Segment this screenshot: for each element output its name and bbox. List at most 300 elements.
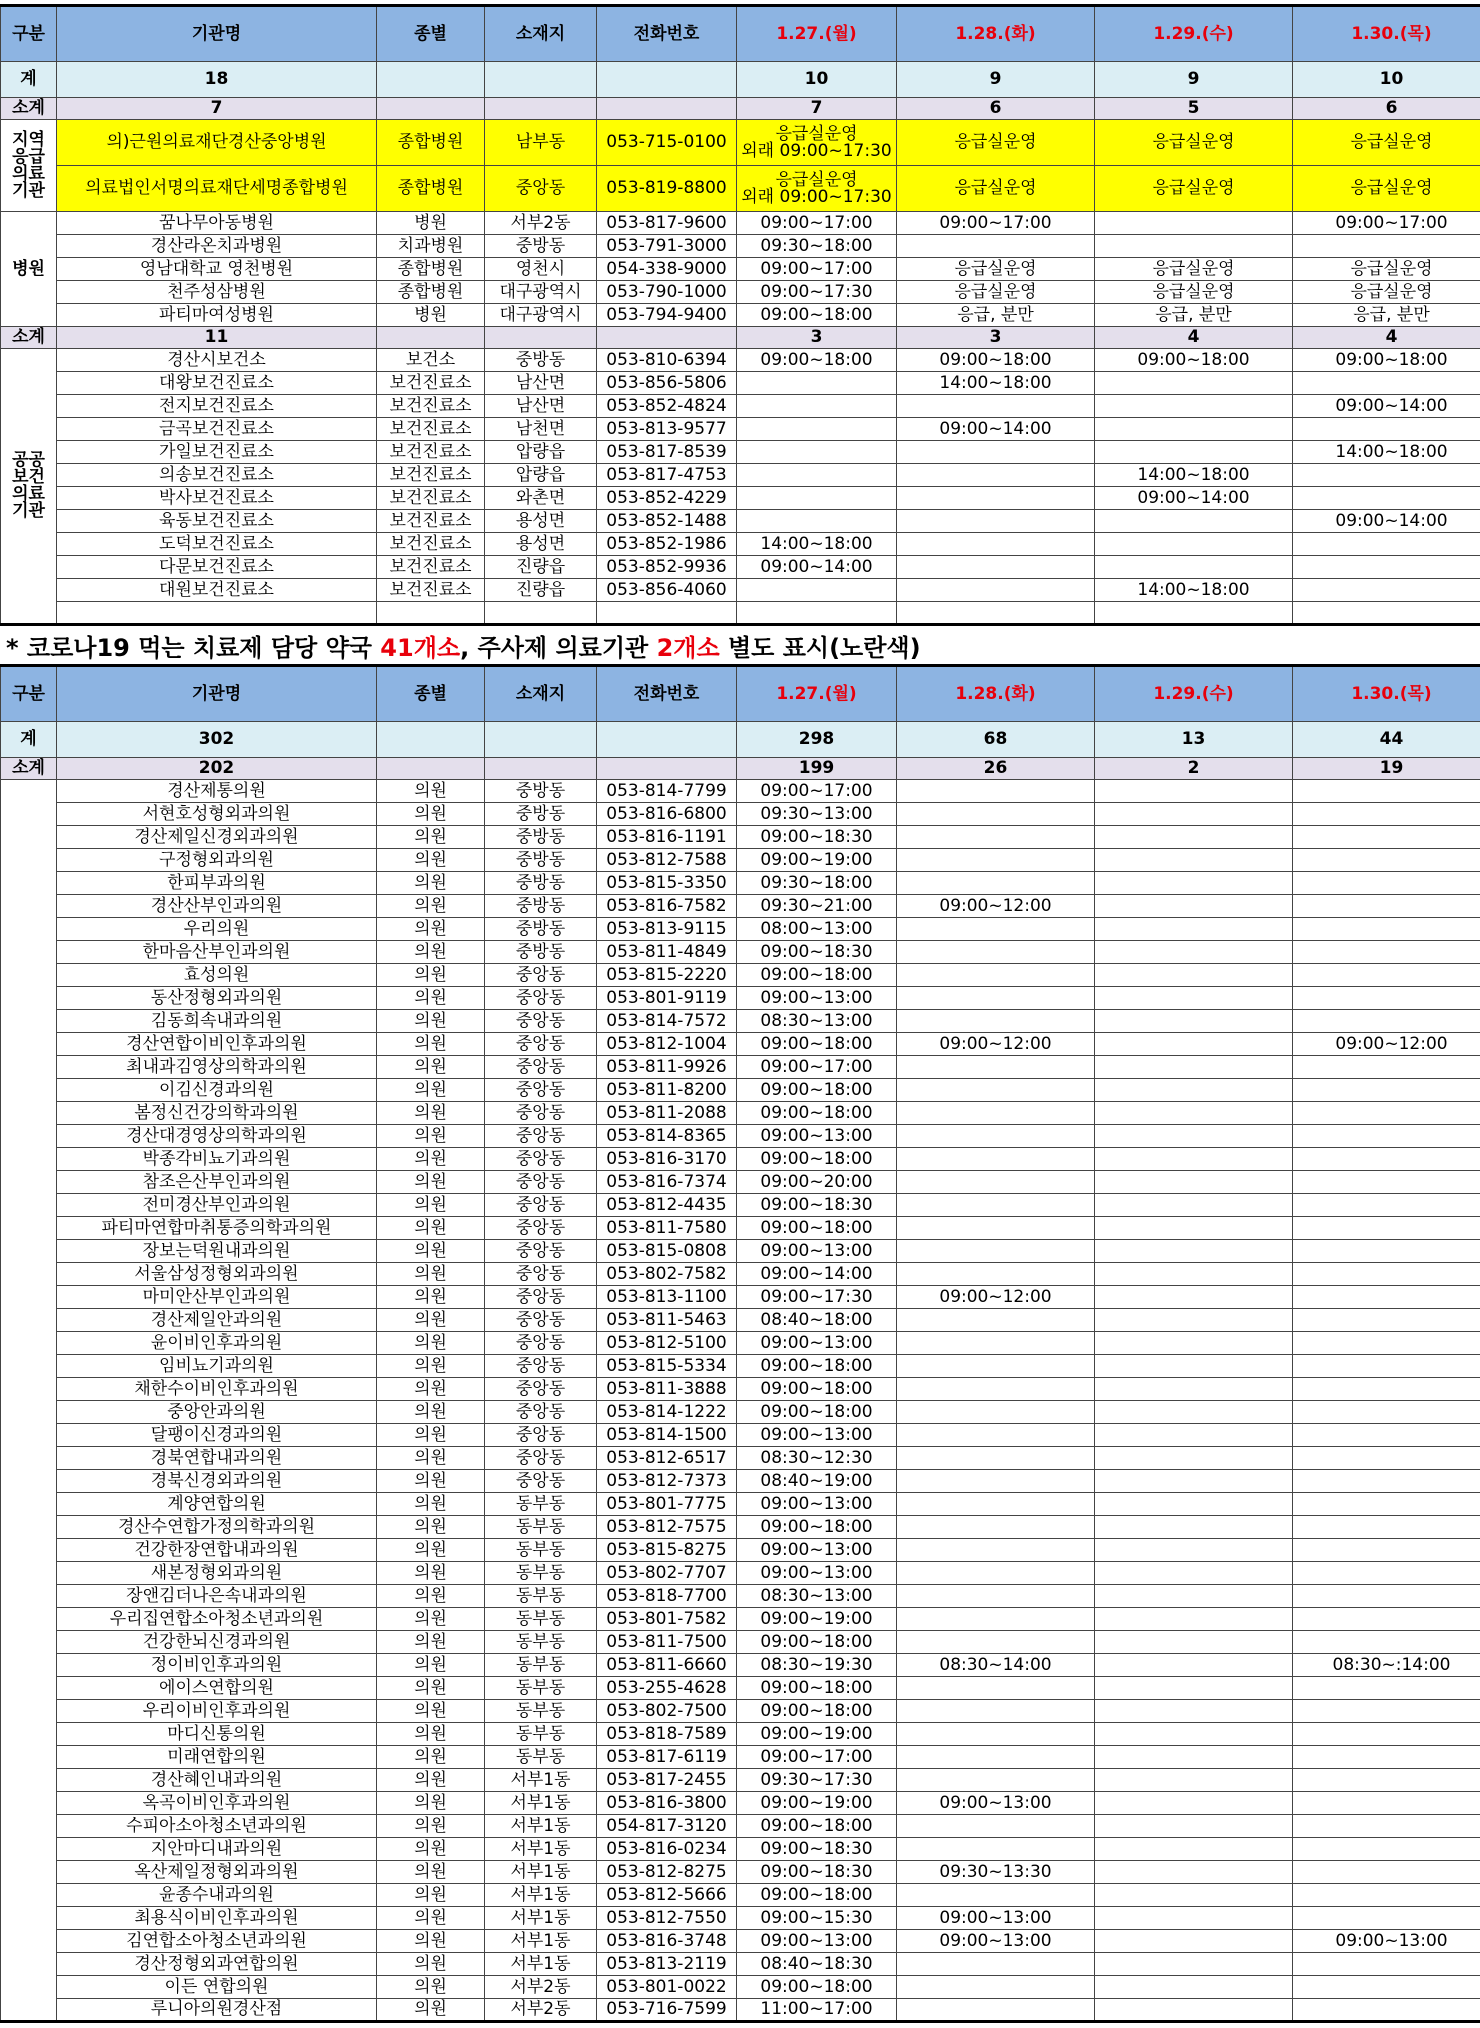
institution-type: 의원: [377, 1999, 485, 2022]
institution-type: 의원: [377, 918, 485, 941]
institution-name: 건강한장연합내과의원: [57, 1539, 377, 1562]
institution-location: 동부동: [485, 1562, 597, 1585]
empty-cell: [485, 98, 597, 120]
institution-phone: 053-816-1191: [597, 826, 737, 849]
table-row: [1, 1125, 1480, 1148]
hours-d4: [1293, 372, 1480, 395]
table-row: [1, 304, 1480, 327]
subtotal-row: [1, 758, 1480, 780]
institution-name: 대왕보건진료소: [57, 372, 377, 395]
table-row: [1, 579, 1480, 602]
hours-d2: [897, 1539, 1095, 1562]
hours-d3: [1095, 1861, 1293, 1884]
institution-type: 의원: [377, 1033, 485, 1056]
institution-location: 중앙동: [485, 964, 597, 987]
subtotal-row: [1, 327, 1480, 349]
institution-type: 의원: [377, 1654, 485, 1677]
institution-location: 서부1동: [485, 1907, 597, 1930]
institution-name: [57, 602, 377, 625]
hours-d3: [1095, 1723, 1293, 1746]
institution-type: [377, 602, 485, 625]
header-name: 기관명: [57, 6, 377, 62]
hours-d2: 09:00~12:00: [897, 895, 1095, 918]
institution-phone: [597, 602, 737, 625]
header-date: 1.28.(화): [897, 6, 1095, 62]
hours-d1: [737, 487, 897, 510]
hours-d2: [897, 1608, 1095, 1631]
hours-d3: [1095, 1470, 1293, 1493]
hours-d3: [1095, 1907, 1293, 1930]
hours-d4: 09:00~14:00: [1293, 510, 1480, 533]
institution-phone: 053-810-6394: [597, 349, 737, 372]
table-row: [1, 1309, 1480, 1332]
hours-d2: [897, 395, 1095, 418]
hours-d3: [1095, 872, 1293, 895]
institution-phone: 053-816-6800: [597, 803, 737, 826]
hours-d1: [737, 602, 897, 625]
hours-d4: [1293, 1815, 1480, 1838]
institution-location: 중앙동: [485, 1079, 597, 1102]
institution-phone: 053-801-7775: [597, 1493, 737, 1516]
hours-d1: 09:00~17:00: [737, 258, 897, 281]
hours-d1: 응급실운영 외래 09:00~17:30: [737, 120, 897, 166]
institution-name: 대원보건진료소: [57, 579, 377, 602]
table-row: [1, 1585, 1480, 1608]
institution-location: 서부2동: [485, 212, 597, 235]
institution-name: 경산정형외과연합의원: [57, 1953, 377, 1976]
institution-name: 건강한뇌신경과의원: [57, 1631, 377, 1654]
notice-clinic-count: 2개소: [656, 634, 720, 662]
hours-d4: [1293, 1171, 1480, 1194]
institution-phone: 053-715-0100: [597, 120, 737, 166]
hours-d3: [1095, 602, 1293, 625]
institution-name: 이김신경과의원: [57, 1079, 377, 1102]
total-row-day-count: 9: [1095, 62, 1293, 98]
hours-d1: 09:00~18:00: [737, 1033, 897, 1056]
hospitals-table: [0, 4, 1480, 626]
institution-type: 의원: [377, 1861, 485, 1884]
institution-name: 박사보건진료소: [57, 487, 377, 510]
table-row: [1, 1516, 1480, 1539]
hours-d4: 14:00~18:00: [1293, 441, 1480, 464]
hours-d1: 09:00~13:00: [737, 1332, 897, 1355]
institution-location: 중앙동: [485, 1309, 597, 1332]
hours-d2: [897, 556, 1095, 579]
hours-d3: [1095, 941, 1293, 964]
hours-d1: [737, 372, 897, 395]
institution-location: 중앙동: [485, 166, 597, 212]
hours-d4: [1293, 1401, 1480, 1424]
table-row: [1, 1769, 1480, 1792]
table-row: [1, 166, 1480, 212]
subtotal-row-count: 202: [57, 758, 377, 780]
institution-phone: 053-813-1100: [597, 1286, 737, 1309]
institution-location: 서부1동: [485, 1815, 597, 1838]
institution-type: 의원: [377, 1631, 485, 1654]
institution-phone: 053-856-4060: [597, 579, 737, 602]
table-row: [1, 1953, 1480, 1976]
institution-location: 중앙동: [485, 1263, 597, 1286]
table-row: [1, 987, 1480, 1010]
header-date: 1.27.(월): [737, 6, 897, 62]
hours-d1: 09:00~19:00: [737, 1792, 897, 1815]
subtotal-row-day-count: 7: [737, 98, 897, 120]
hours-d4: 09:00~17:00: [1293, 212, 1480, 235]
hours-d2: [897, 1079, 1095, 1102]
hours-d2: 09:00~12:00: [897, 1286, 1095, 1309]
subtotal-row: [1, 98, 1480, 120]
hours-d4: [1293, 1355, 1480, 1378]
institution-phone: 053-801-0022: [597, 1976, 737, 1999]
institution-name: 에이스연합의원: [57, 1677, 377, 1700]
header-category: 구분: [1, 6, 57, 62]
institution-phone: 053-812-5100: [597, 1332, 737, 1355]
empty-cell: [597, 98, 737, 120]
hours-d2: [897, 1424, 1095, 1447]
hours-d1: 14:00~18:00: [737, 533, 897, 556]
institution-name: 금곡보건진료소: [57, 418, 377, 441]
institution-type: 의원: [377, 1309, 485, 1332]
institution-phone: 053-814-7572: [597, 1010, 737, 1033]
table-row: [1, 1240, 1480, 1263]
category-label: 지역 응급 의료 기관: [1, 120, 57, 212]
hours-d2: [897, 1401, 1095, 1424]
table-row: [1, 1539, 1480, 1562]
hours-d3: [1095, 1424, 1293, 1447]
hours-d4: [1293, 1746, 1480, 1769]
institution-phone: 053-816-3748: [597, 1930, 737, 1953]
subtotal-row-day-count: 6: [897, 98, 1095, 120]
hours-d2: [897, 1700, 1095, 1723]
hours-d2: 09:00~13:00: [897, 1792, 1095, 1815]
institution-type: 종합병원: [377, 120, 485, 166]
hours-d3: [1095, 964, 1293, 987]
institution-phone: 053-813-2119: [597, 1953, 737, 1976]
hours-d1: 09:00~17:00: [737, 1746, 897, 1769]
table-row: [1, 1723, 1480, 1746]
institution-location: 동부동: [485, 1723, 597, 1746]
hours-d1: 09:00~18:00: [737, 1700, 897, 1723]
institution-type: 의원: [377, 1424, 485, 1447]
hours-d4: [1293, 849, 1480, 872]
hours-d4: [1293, 1332, 1480, 1355]
hours-d1: 08:30~19:30: [737, 1654, 897, 1677]
hours-d4: 08:30~:14:00: [1293, 1654, 1480, 1677]
hours-d2: [897, 987, 1095, 1010]
institution-type: 의원: [377, 803, 485, 826]
institution-type: 의원: [377, 1447, 485, 1470]
hours-d2: 08:30~14:00: [897, 1654, 1095, 1677]
hours-d1: 09:00~17:00: [737, 780, 897, 803]
table-row: [1, 258, 1480, 281]
hours-d3: [1095, 849, 1293, 872]
hours-d2: [897, 1102, 1095, 1125]
hours-d2: [897, 964, 1095, 987]
institution-location: 중방동: [485, 895, 597, 918]
table-row: [1, 1148, 1480, 1171]
institution-type: 의원: [377, 1976, 485, 1999]
total-row-label: 계: [1, 722, 57, 758]
institution-type: 종합병원: [377, 258, 485, 281]
hours-d2: [897, 803, 1095, 826]
hours-d1: 09:30~17:30: [737, 1769, 897, 1792]
institution-name: 경산대경영상의학과의원: [57, 1125, 377, 1148]
institution-location: 중방동: [485, 918, 597, 941]
institution-type: 의원: [377, 1907, 485, 1930]
hours-d3: [1095, 1539, 1293, 1562]
hours-d4: [1293, 464, 1480, 487]
hours-d4: [1293, 1585, 1480, 1608]
institution-type: 의원: [377, 780, 485, 803]
institution-name: 계양연합의원: [57, 1493, 377, 1516]
table-row: [1, 349, 1480, 372]
hours-d4: [1293, 1240, 1480, 1263]
hours-d3: [1095, 441, 1293, 464]
hours-d3: [1095, 510, 1293, 533]
hours-d2: [897, 1056, 1095, 1079]
table-row: [1, 803, 1480, 826]
institution-location: 대구광역시: [485, 304, 597, 327]
hours-d1: 응급실운영 외래 09:00~17:30: [737, 166, 897, 212]
hours-d2: [897, 1723, 1095, 1746]
subtotal-row-day-count: 3: [897, 327, 1095, 349]
institution-name: 임비뇨기과의원: [57, 1355, 377, 1378]
institution-name: 우리집연합소아청소년과의원: [57, 1608, 377, 1631]
hours-d1: 09:00~18:00: [737, 1102, 897, 1125]
institution-location: 와촌면: [485, 487, 597, 510]
institution-name: 이든 연합의원: [57, 1976, 377, 1999]
hours-d2: [897, 1769, 1095, 1792]
table-row: [1, 487, 1480, 510]
subtotal-row-label: 소계: [1, 327, 57, 349]
hours-d2: [897, 1815, 1095, 1838]
hours-d4: [1293, 1999, 1480, 2022]
hours-d1: 09:00~13:00: [737, 1493, 897, 1516]
hours-d1: 09:00~18:30: [737, 1838, 897, 1861]
hours-d1: 09:00~18:00: [737, 1884, 897, 1907]
institution-name: 김동희속내과의원: [57, 1010, 377, 1033]
hours-d3: [1095, 1171, 1293, 1194]
hours-d1: 08:40~18:30: [737, 1953, 897, 1976]
institution-phone: 053-790-1000: [597, 281, 737, 304]
hours-d1: 09:00~14:00: [737, 1263, 897, 1286]
hours-d2: [897, 1976, 1095, 1999]
institution-location: 압량읍: [485, 441, 597, 464]
institution-name: 전지보건진료소: [57, 395, 377, 418]
institution-phone: 053-802-7500: [597, 1700, 737, 1723]
hours-d4: [1293, 1539, 1480, 1562]
institution-name: 지안마디내과의원: [57, 1838, 377, 1861]
institution-phone: 053-801-9119: [597, 987, 737, 1010]
subtotal-row-label: 소계: [1, 98, 57, 120]
hours-d1: 09:00~14:00: [737, 556, 897, 579]
hours-d3: 응급실운영: [1095, 166, 1293, 212]
total-row-day-count: 68: [897, 722, 1095, 758]
institution-name: 미래연합의원: [57, 1746, 377, 1769]
hours-d4: [1293, 602, 1480, 625]
institution-location: 동부동: [485, 1539, 597, 1562]
institution-location: 압량읍: [485, 464, 597, 487]
header-date: 1.29.(수): [1095, 6, 1293, 62]
institution-type: 의원: [377, 1493, 485, 1516]
hours-d2: [897, 872, 1095, 895]
header-row: [1, 666, 1480, 722]
institution-location: 영천시: [485, 258, 597, 281]
hours-d4: [1293, 1562, 1480, 1585]
institution-type: 의원: [377, 1539, 485, 1562]
hours-d3: 09:00~18:00: [1095, 349, 1293, 372]
institution-name: 의송보건진료소: [57, 464, 377, 487]
institution-type: 의원: [377, 1217, 485, 1240]
treatment-notice: [6, 628, 921, 663]
hours-d3: [1095, 418, 1293, 441]
table-row: [1, 441, 1480, 464]
institution-phone: 053-818-7700: [597, 1585, 737, 1608]
institution-location: 중방동: [485, 941, 597, 964]
institution-phone: 053-794-9400: [597, 304, 737, 327]
hours-d1: 09:00~13:00: [737, 1240, 897, 1263]
header-type: 종별: [377, 6, 485, 62]
hours-d1: 09:00~15:30: [737, 1907, 897, 1930]
institution-location: 중앙동: [485, 1332, 597, 1355]
hours-d1: 09:00~18:00: [737, 1378, 897, 1401]
institution-type: 종합병원: [377, 166, 485, 212]
subtotal-row-day-count: 5: [1095, 98, 1293, 120]
hours-d4: [1293, 1723, 1480, 1746]
institution-phone: 053-815-2220: [597, 964, 737, 987]
hours-d2: 응급실운영: [897, 120, 1095, 166]
hours-d4: [1293, 1608, 1480, 1631]
institution-name: 다문보건진료소: [57, 556, 377, 579]
hours-d1: 09:00~17:30: [737, 1286, 897, 1309]
institution-name: 루니아의원경산점: [57, 1999, 377, 2022]
hours-d2: [897, 1470, 1095, 1493]
institution-name: 장앤김더나은속내과의원: [57, 1585, 377, 1608]
hours-d4: [1293, 1631, 1480, 1654]
institution-type: 의원: [377, 1355, 485, 1378]
hours-d2: 09:00~12:00: [897, 1033, 1095, 1056]
institution-phone: 053-852-1488: [597, 510, 737, 533]
institution-phone: 053-816-7582: [597, 895, 737, 918]
table-row: [1, 1378, 1480, 1401]
institution-type: 보건진료소: [377, 556, 485, 579]
hours-d1: 09:00~18:00: [737, 1079, 897, 1102]
institution-name: 동산정형외과의원: [57, 987, 377, 1010]
institution-phone: 053-255-4628: [597, 1677, 737, 1700]
institution-phone: 053-791-3000: [597, 235, 737, 258]
institution-name: 의료법인서명의료재단세명종합병원: [57, 166, 377, 212]
hours-d3: [1095, 1125, 1293, 1148]
hours-d3: [1095, 1884, 1293, 1907]
hours-d4: [1293, 1953, 1480, 1976]
hours-d1: 09:00~18:30: [737, 1194, 897, 1217]
institution-phone: 053-812-7373: [597, 1470, 737, 1493]
institution-name: 옥산제일정형외과의원: [57, 1861, 377, 1884]
institution-phone: 053-817-6119: [597, 1746, 737, 1769]
institution-phone: 053-811-9926: [597, 1056, 737, 1079]
hours-d2: [897, 1217, 1095, 1240]
hours-d4: 응급실운영: [1293, 258, 1480, 281]
hours-d3: [1095, 780, 1293, 803]
empty-cell: [377, 758, 485, 780]
hours-d3: [1095, 1263, 1293, 1286]
table-row: [1, 1608, 1480, 1631]
institution-location: 중방동: [485, 849, 597, 872]
hours-d4: [1293, 1378, 1480, 1401]
institution-location: 중앙동: [485, 1355, 597, 1378]
hours-d3: 응급실운영: [1095, 258, 1293, 281]
empty-cell: [597, 722, 737, 758]
hours-d3: [1095, 372, 1293, 395]
hours-d1: 09:00~18:00: [737, 1815, 897, 1838]
hours-d1: 09:00~17:30: [737, 281, 897, 304]
clinics-table: [0, 664, 1480, 2023]
institution-name: 경산제일신경외과의원: [57, 826, 377, 849]
hours-d2: [897, 1355, 1095, 1378]
institution-type: 종합병원: [377, 281, 485, 304]
hours-d2: [897, 1999, 1095, 2022]
table-row: [1, 941, 1480, 964]
hours-d4: [1293, 1125, 1480, 1148]
table-row: [1, 1263, 1480, 1286]
hours-d1: 08:30~12:30: [737, 1447, 897, 1470]
institution-type: 의원: [377, 1171, 485, 1194]
table-row: [1, 602, 1480, 625]
institution-phone: 053-852-4229: [597, 487, 737, 510]
hours-d1: 09:00~13:00: [737, 1562, 897, 1585]
institution-phone: 053-811-7580: [597, 1217, 737, 1240]
hours-d2: 09:00~18:00: [897, 349, 1095, 372]
institution-phone: 053-852-9936: [597, 556, 737, 579]
institution-type: 의원: [377, 1378, 485, 1401]
hours-d1: 09:00~19:00: [737, 849, 897, 872]
institution-phone: 053-815-8275: [597, 1539, 737, 1562]
institution-type: 의원: [377, 1079, 485, 1102]
empty-cell: [377, 327, 485, 349]
institution-phone: 053-811-6660: [597, 1654, 737, 1677]
institution-location: 서부1동: [485, 1953, 597, 1976]
subtotal-row-count: 11: [57, 327, 377, 349]
hours-d3: [1095, 533, 1293, 556]
subtotal-row-day-count: 4: [1293, 327, 1480, 349]
institution-name: 새본정형외과의원: [57, 1562, 377, 1585]
hours-d1: 09:00~17:00: [737, 212, 897, 235]
table-row: [1, 1171, 1480, 1194]
institution-name: 경산라온치과병원: [57, 235, 377, 258]
subtotal-row-day-count: 19: [1293, 758, 1480, 780]
category-label: 공공 보건 의료 기관: [1, 349, 57, 625]
table-row: [1, 120, 1480, 166]
institution-type: 보건진료소: [377, 579, 485, 602]
institution-type: 보건소: [377, 349, 485, 372]
hours-d3: [1095, 1493, 1293, 1516]
hours-d4: [1293, 1976, 1480, 1999]
institution-name: 도덕보건진료소: [57, 533, 377, 556]
institution-location: 중앙동: [485, 1010, 597, 1033]
hours-d1: 09:00~13:00: [737, 1930, 897, 1953]
hours-d2: [897, 1953, 1095, 1976]
institution-type: 의원: [377, 1792, 485, 1815]
institution-name: 옥곡이비인후과의원: [57, 1792, 377, 1815]
institution-phone: 053-816-3800: [597, 1792, 737, 1815]
institution-location: 서부1동: [485, 1769, 597, 1792]
subtotal-row-count: 7: [57, 98, 377, 120]
hours-d2: [897, 780, 1095, 803]
hours-d2: [897, 1631, 1095, 1654]
hours-d4: [1293, 487, 1480, 510]
hours-d2: [897, 1240, 1095, 1263]
institution-type: 의원: [377, 1746, 485, 1769]
